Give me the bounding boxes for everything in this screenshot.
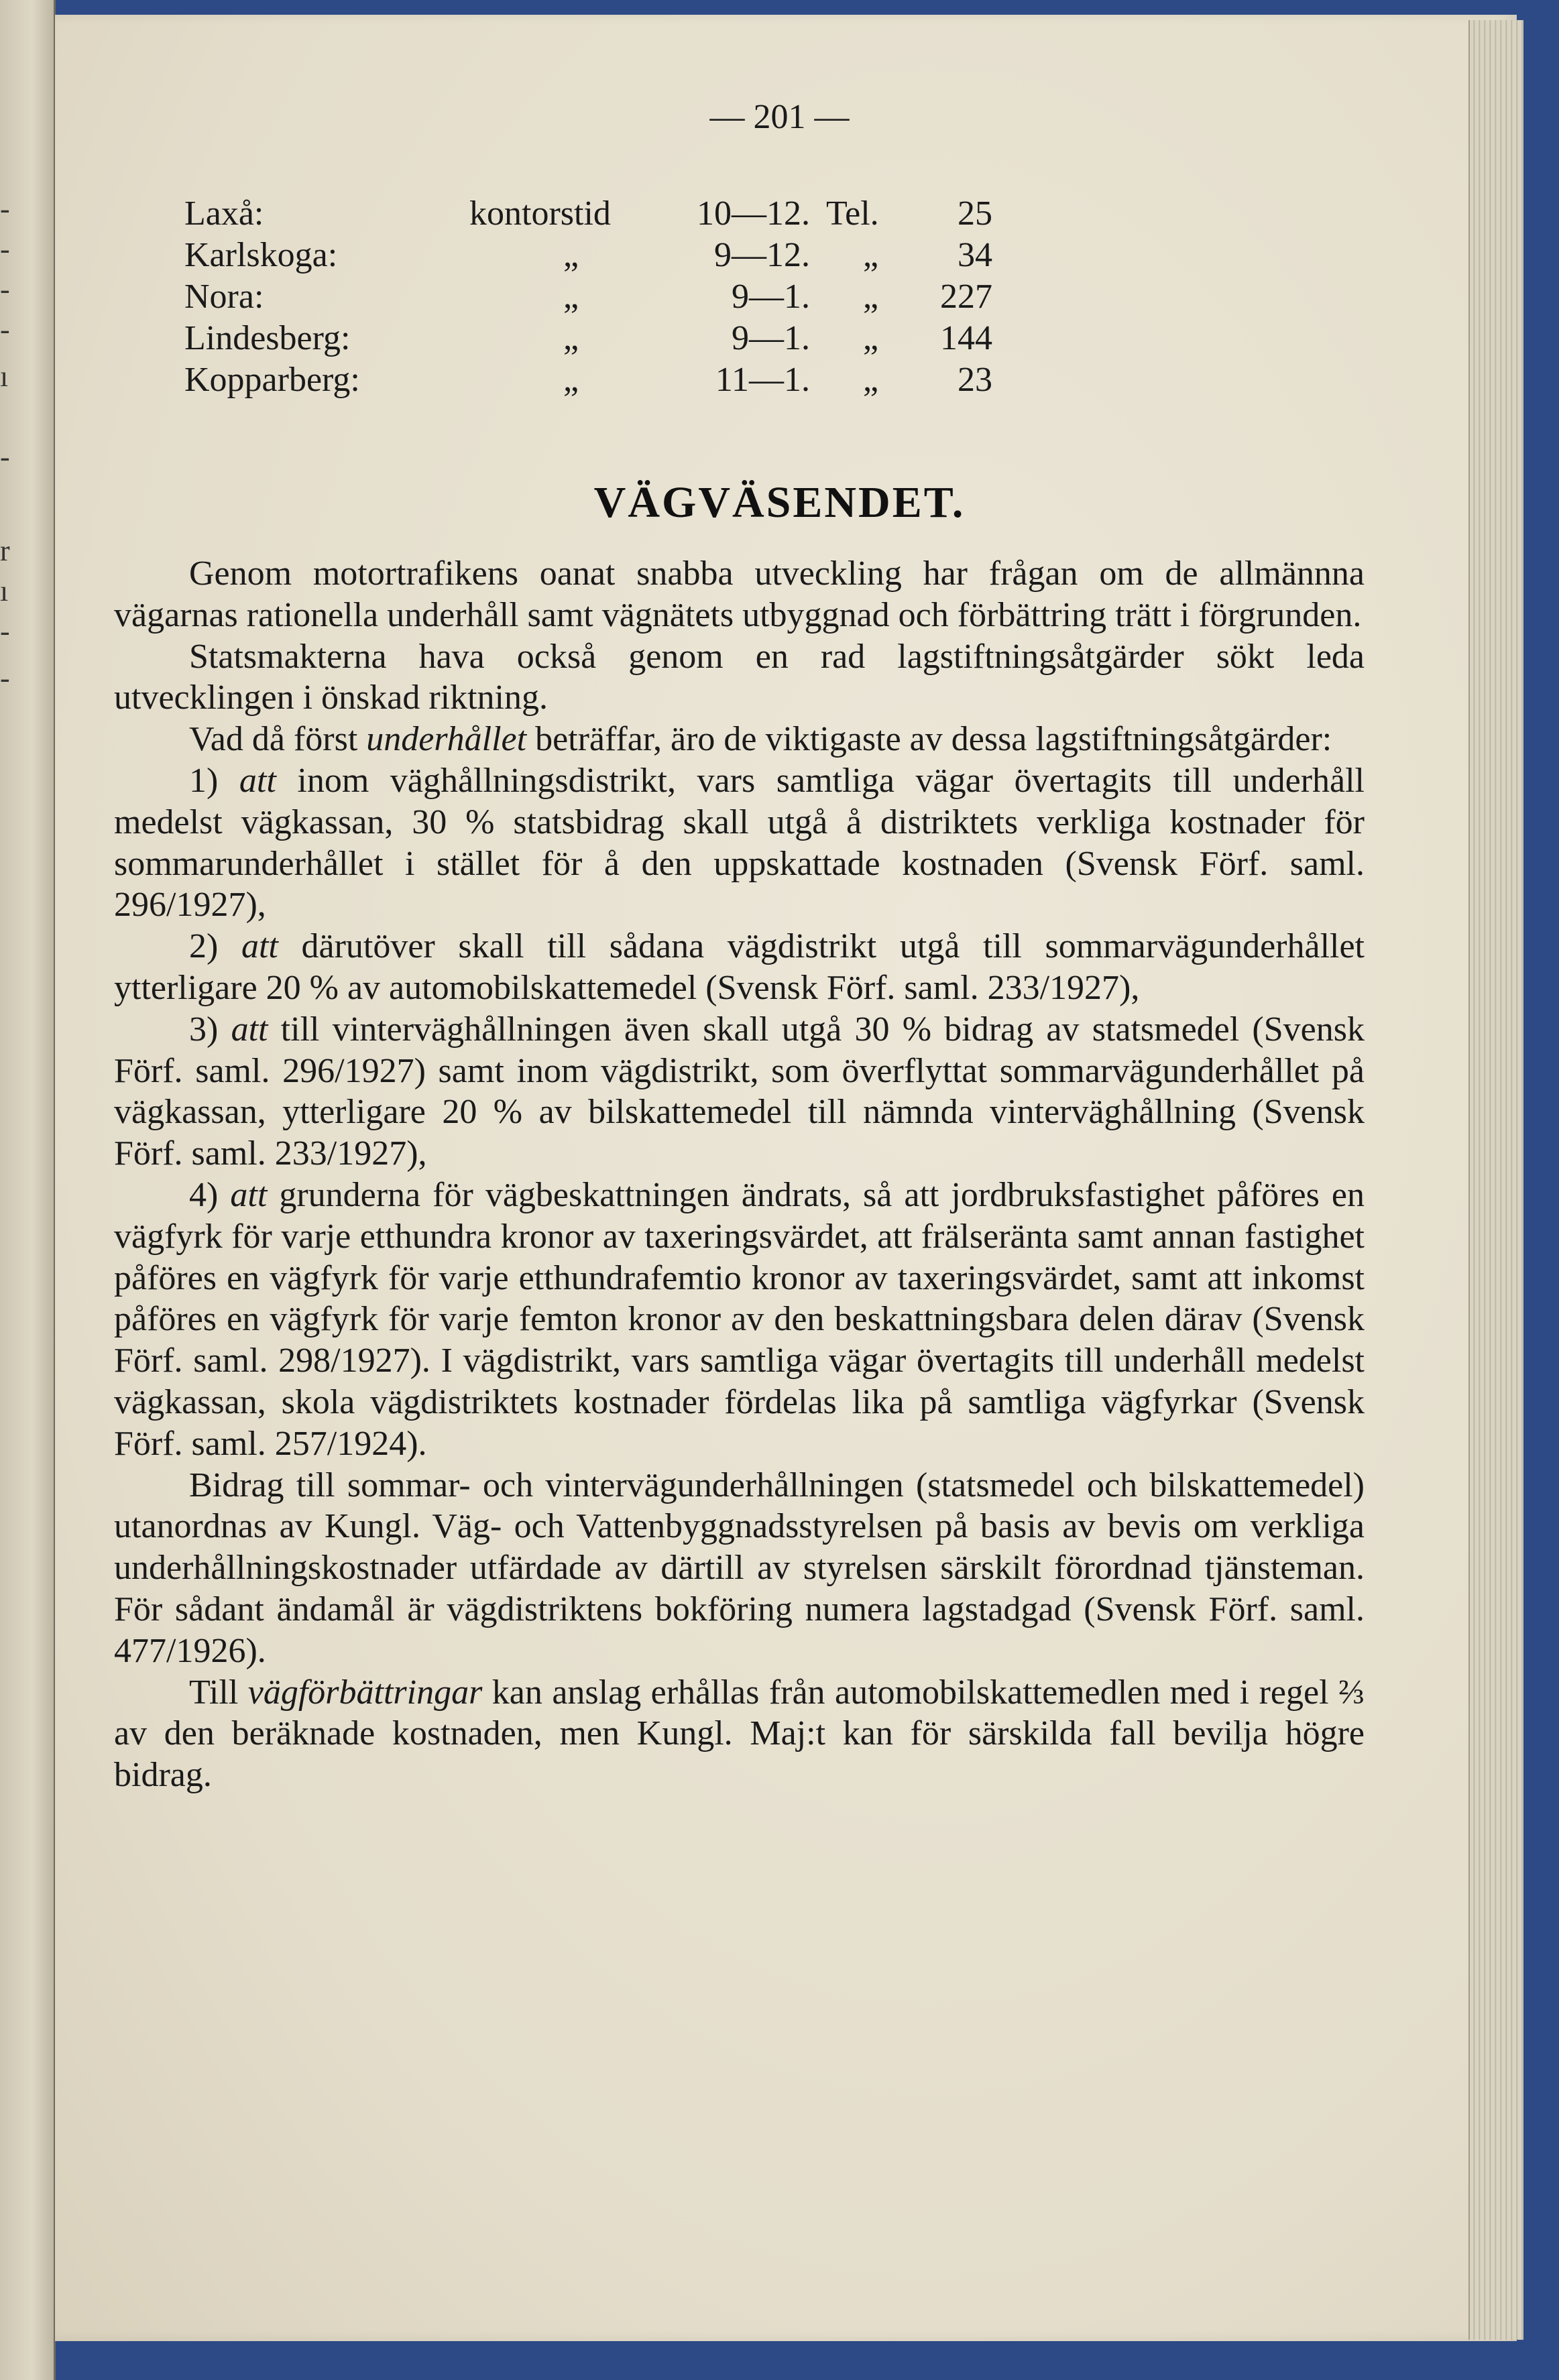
office-hours: 11—1. — [715, 361, 810, 399]
telephone-number: 144 — [940, 319, 992, 357]
office-hours: 9—1. — [732, 278, 810, 316]
ditto-mark: „ — [863, 361, 879, 399]
paragraph: Bidrag till sommar- och vintervägunderhållningen (statsmedel och bilskattemedel) utanordnas av Kungl. Väg- och Vattenbyggnadsstyrelsen på basis av bevis om verkliga underhållningskostnader utfärdade av därtill av styrelsen särskilt förordnad tjänsteman. För sådant ändamål är vägdistriktens bokföring numera lagstadgad (Svensk Förf. saml. 477/1926). — [114, 1466, 1365, 1670]
margin-mark: - — [0, 192, 10, 225]
office-name: Kopparberg: — [184, 361, 360, 399]
text-run: därutöver skall till sådana vägdistrikt utgå till sommarvägunderhållet ytterligare 20 % av automobilskattemedel (Svensk Förf. saml. 233/1927), — [114, 927, 1365, 1007]
margin-mark: - — [0, 273, 10, 306]
previous-page-edge — [0, 0, 56, 2380]
margin-mark: r — [0, 534, 10, 567]
page-number: — 201 — — [709, 98, 850, 136]
list-item — [114, 1175, 1365, 1465]
telephone-number: 25 — [958, 194, 992, 233]
body-text — [114, 553, 1365, 1796]
office-hours-label: kontorstid — [469, 194, 611, 233]
section-heading: VÄGVÄSENDET. — [593, 478, 966, 527]
office-hours: 9—1. — [732, 319, 810, 357]
ditto-mark: „ — [563, 236, 579, 274]
emphasis: att — [241, 927, 278, 966]
margin-mark: - — [0, 440, 10, 473]
margin-mark: - — [0, 233, 10, 265]
text-run: till vinterväghållningen även skall utgå 30 % bidrag av statsmedel (Svensk Förf. saml. 296/1927) samt inom vägdistrikt, som överflyttat sommarvägunderhållet på vägkassan, ytterligare 20 % av bilskattemedel till nämnda vinterväghållning (Svensk Förf. saml. 233/1927), — [114, 1010, 1365, 1173]
list-item — [114, 760, 1365, 926]
emphasis: vägförbättringar — [247, 1673, 483, 1712]
text-run: beträffar, äro de viktigaste av dessa lagstiftningsåtgärder: — [526, 720, 1332, 759]
margin-mark: - — [0, 313, 10, 346]
margin-mark: ı — [0, 575, 9, 607]
margin-mark: - — [0, 615, 10, 648]
telephone-number: 227 — [940, 278, 992, 316]
paragraph — [114, 719, 1365, 760]
office-name: Nora: — [184, 278, 264, 316]
office-name: Lindesberg: — [184, 319, 351, 357]
text-run: kan anslag erhållas från automobilskattemedlen med i regel ⅔ av den beräknade kostnaden, men Kungl. Maj:t kan för särskilda fall bevilja högre bidrag. — [114, 1673, 1365, 1795]
text-run: Till — [189, 1673, 248, 1712]
office-hours: 10—12. — [697, 194, 810, 233]
emphasis: att — [231, 1010, 268, 1049]
item-number: 2) — [189, 927, 241, 966]
margin-mark: - — [0, 662, 10, 695]
ditto-mark: „ — [863, 236, 879, 274]
telephone-number: 23 — [958, 361, 992, 399]
office-name: Karlskoga: — [184, 236, 338, 274]
paragraph: Statsmakterna hava också genom en rad lagstiftningsåtgärder sökt leda utvecklingen i önskad riktning. — [114, 637, 1365, 717]
text-run: inom väghållningsdistrikt, vars samtliga vägar övertagits till underhåll medelst vägkassan, 30 % statsbidrag skall utgå å distriktets verkliga kostnader för sommarunderhållet i stället för å den uppskattade kostnaden (Svensk Förf. saml. 296/1927), — [114, 761, 1365, 925]
office-name: Laxå: — [184, 194, 264, 233]
list-item — [114, 1009, 1365, 1175]
item-number: 3) — [189, 1010, 231, 1049]
emphasis: att — [230, 1175, 268, 1214]
ditto-mark: „ — [863, 319, 879, 357]
emphasis: att — [239, 761, 276, 800]
item-number: 1) — [189, 761, 239, 800]
ditto-mark: „ — [563, 361, 579, 399]
text-run: Vad då först — [189, 720, 367, 759]
telephone-label: Tel. — [826, 194, 879, 233]
telephone-number: 34 — [958, 236, 992, 274]
paragraph: Genom motortrafikens oanat snabba utveckling har frågan om de allmännna vägarnas rationella underhåll samt vägnätets utbyggnad och förbättring trätt i förgrunden. — [114, 554, 1365, 634]
ditto-mark: „ — [563, 319, 579, 357]
paragraph — [114, 1672, 1365, 1796]
ditto-mark: „ — [563, 278, 579, 316]
ditto-mark: „ — [863, 278, 879, 316]
margin-mark: ı — [0, 360, 9, 393]
list-item — [114, 926, 1365, 1009]
page-stack-edges — [1468, 20, 1523, 2340]
emphasis: underhållet — [366, 720, 527, 759]
text-run: grunderna för vägbeskattningen ändrats, så att jordbruksfastighet påföres en vägfyrk för varje etthundra kronor av taxeringsvärdet, att frälseränta samt annan fastighet påföres en vägfyrk för varje etthundrafemtio kronor av taxeringsvärdet, samt att inkomst påföres en vägfyrk för varje femton kronor av den beskattningsbara delen därav (Svensk Förf. saml. 298/1927). I vägdistrikt, vars samtliga vägar övertagits till underhåll medelst vägkassan, skola vägdistriktets kostnader fördelas lika på samtliga vägfyrkar (Svensk Förf. saml. 257/1924). — [114, 1175, 1365, 1463]
item-number: 4) — [189, 1175, 231, 1214]
office-hours: 9—12. — [714, 236, 810, 274]
